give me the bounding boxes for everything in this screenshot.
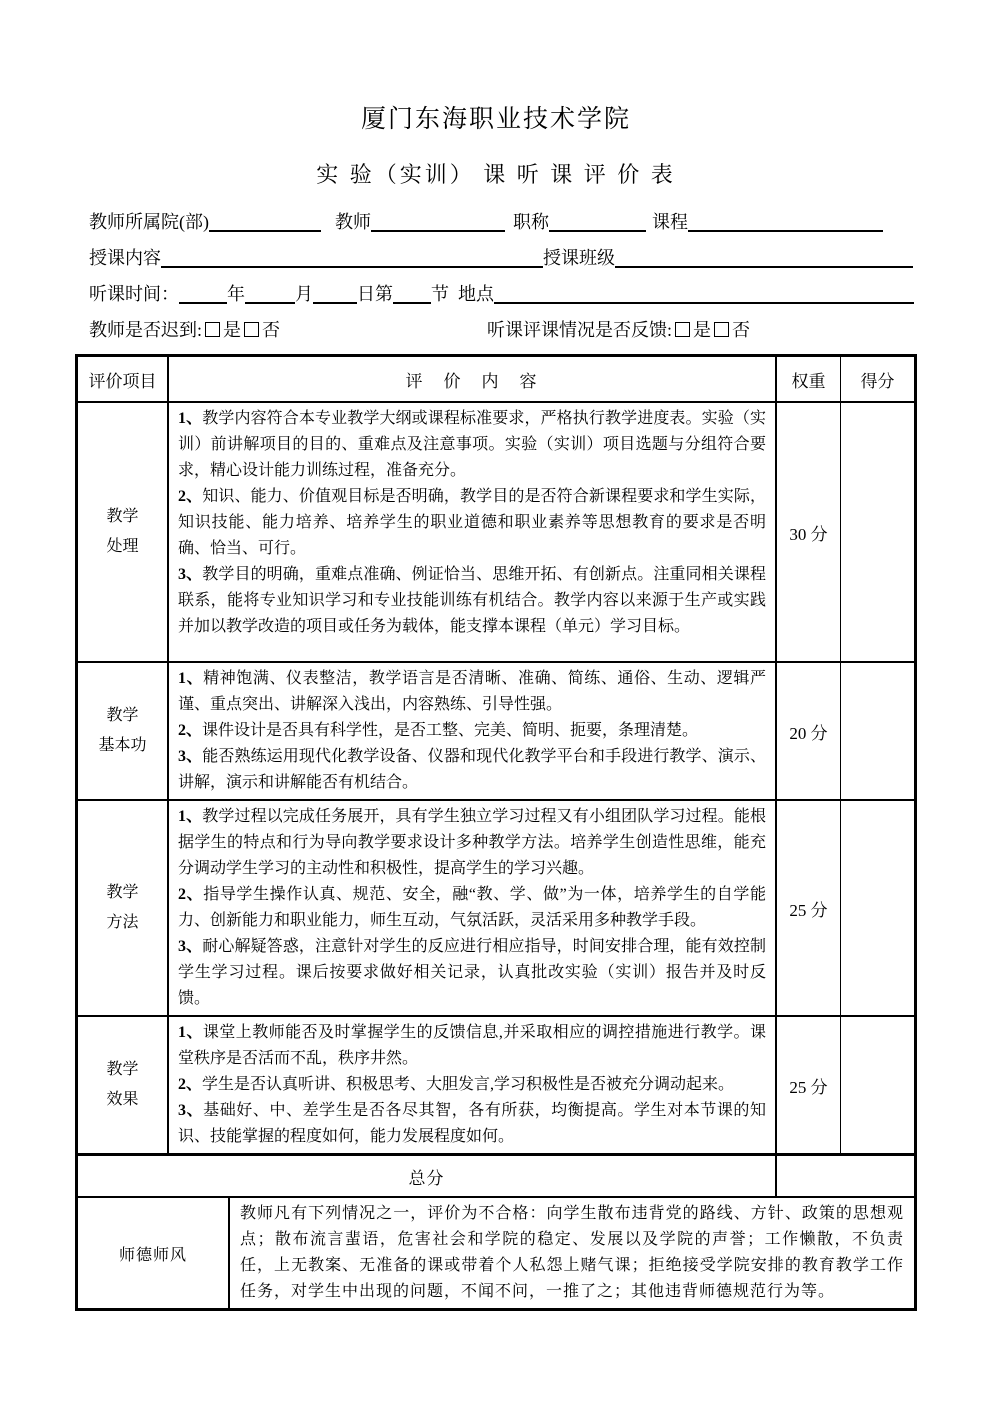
location-blank: [494, 282, 914, 304]
period-label: 节: [431, 284, 449, 304]
criteria-score: [840, 403, 914, 661]
criteria-row-3: [78, 799, 914, 1015]
content-blank: [161, 246, 543, 268]
content-label: 授课内容: [89, 248, 161, 268]
class-blank: [615, 246, 913, 268]
criteria-row-4: [78, 1015, 914, 1153]
title-label: 职称: [513, 212, 549, 232]
late-group: [89, 312, 487, 348]
teacher-label: 教师: [335, 212, 371, 232]
criteria-score: [840, 1017, 914, 1153]
day-label: 日第: [357, 284, 393, 304]
feedback-no-checkbox: [714, 322, 729, 337]
criteria-content: 1、教学过程以完成任务展开，具有学生独立学习过程又有小组团队学习过程。能根据学生的特点和行为导向教学要求设计多种教学方法。培养学生创造性思维，能充分调动学生学习的主动性和积极性，提高学生的学习兴趣。 2、指导学生操作认真、规范、安全，融“教、学、做”为一体，培养学生的自学能力、创新能力和职业能力，师生互动，气氛活跃，灵活采用多种教学手段。 3、耐心解疑答惑，注意针对学生的反应进行相应指导，时间安排合理，能有效控制学生学习过程。课后按要求做好相关记录，认真批改实验（实训）报告并及时反馈。: [167, 801, 775, 1015]
day-blank: [313, 282, 357, 304]
criteria-score: [840, 801, 914, 1015]
criteria-rows: [78, 401, 914, 1153]
ethics-row: [78, 1196, 914, 1308]
feedback-no-label: 否: [732, 320, 750, 340]
teacher-blank: [371, 210, 505, 232]
dept-label: 教师所属院(部): [89, 212, 209, 232]
total-label: 总分: [408, 1168, 445, 1188]
feedback-group: [487, 320, 750, 340]
total-score: [775, 1156, 914, 1196]
criteria-label: 教学 效果: [106, 1061, 139, 1108]
form-line-2: [89, 240, 917, 276]
dept-blank: [209, 210, 321, 232]
form-line-3: [89, 276, 917, 312]
feedback-label: 听课评课情况是否反馈:: [487, 320, 672, 340]
header-item: 评价项目: [88, 371, 157, 391]
class-label: 授课班级: [543, 248, 615, 268]
location-label: 地点: [458, 284, 494, 304]
feedback-yes-checkbox: [675, 322, 690, 337]
month-blank: [245, 282, 295, 304]
criteria-label: 教学 处理: [106, 508, 139, 555]
year-label: 年: [227, 284, 245, 304]
criteria-score: [840, 663, 914, 799]
criteria-label: 教学 基本功: [98, 707, 147, 754]
ethics-label: 师德师风: [118, 1246, 187, 1264]
course-blank: [688, 210, 883, 232]
criteria-content: 1、精神饱满、仪表整洁，教学语言是否清晰、准确、简练、通俗、生动、逻辑严谨、重点突出、讲解深入浅出，内容熟练、引导性强。 2、课件设计是否具有科学性，是否工整、完美、简明、扼要，条理清楚。 3、能否熟练运用现代化教学设备、仪器和现代化教学平台和手段进行教学、演示、讲解，演示和讲解能否有机结合。: [167, 663, 775, 799]
criteria-weight: 20 分: [775, 663, 840, 799]
late-yes-label: 是: [223, 320, 242, 340]
criteria-row-1: [78, 401, 914, 661]
total-row: [78, 1153, 914, 1196]
table-header-row: [78, 357, 914, 401]
criteria-weight: 30 分: [775, 403, 840, 661]
header-score: 得分: [840, 357, 914, 401]
form-line-4: [89, 312, 917, 348]
criteria-content: 1、课堂上教师能否及时掌握学生的反馈信息,并采取相应的调控措施进行教学。课堂秩序是否活而不乱，秩序井然。 2、学生是否认真听讲、积极思考、大胆发言,学习积极性是否被充分调动起来。 3、基础好、中、差学生是否各尽其智，各有所获，均衡提高。学生对本节课的知识、技能掌握的程度如何，能力发展程度如何。: [167, 1017, 775, 1153]
feedback-yes-label: 是: [693, 320, 711, 340]
late-yes-checkbox: [205, 322, 220, 337]
ethics-text: 教师凡有下列情况之一，评价为不合格：向学生散布违背党的路线、方针、政策的思想观点；散布流言蜚语，危害社会和学院的稳定、发展以及学院的声誉；工作懒散，不负责任，上无教案、无准备的课或带着个人私怨上赌气课；拒绝接受学院安排的教育教学工作任务，对学生中出现的问题，不闻不问，一推了之；其他违背师德规范行为等。: [228, 1198, 914, 1308]
doc-title: 厦门东海职业技术学院: [360, 106, 631, 133]
header-content: 评 价 内 容: [167, 357, 775, 401]
period-blank: [393, 282, 431, 304]
doc-subtitle: 实 验（实训） 课 听 课 评 价 表: [316, 162, 676, 187]
form-line-1: [89, 204, 917, 240]
time-label: 听课时间：: [89, 284, 179, 304]
year-blank: [179, 282, 227, 304]
header-weight: 权重: [775, 357, 840, 401]
month-label: 月: [295, 284, 313, 304]
course-label: 课程: [652, 212, 688, 232]
title-blank: [549, 210, 646, 232]
late-no-label: 否: [262, 320, 281, 340]
late-label: 教师是否迟到:: [89, 320, 203, 340]
criteria-weight: 25 分: [775, 1017, 840, 1153]
criteria-label: 教学 方法: [106, 884, 139, 931]
criteria-weight: 25 分: [775, 801, 840, 1015]
late-no-checkbox: [244, 322, 259, 337]
criteria-row-2: [78, 661, 914, 799]
evaluation-table: [75, 354, 917, 1311]
form-header: [75, 204, 917, 348]
criteria-content: 1、教学内容符合本专业教学大纲或课程标准要求，严格执行教学进度表。实验（实训）前讲解项目的目的、重难点及注意事项。实验（实训）项目选题与分组符合要求，精心设计能力训练过程，准备充分。 2、知识、能力、价值观目标是否明确，教学目的是否符合新课程要求和学生实际，知识技能、能力培养、培养学生的职业道德和职业素养等思想教育的要求是否明确、恰当、可行。 3、教学目的明确，重难点准确、例证恰当、思维开拓、有创新点。注重同相关课程联系，能将专业知识学习和专业技能训练有机结合。教学内容以来源于生产或实践并加以教学改造的项目或任务为载体，能支撑本课程（单元）学习目标。: [167, 403, 775, 661]
